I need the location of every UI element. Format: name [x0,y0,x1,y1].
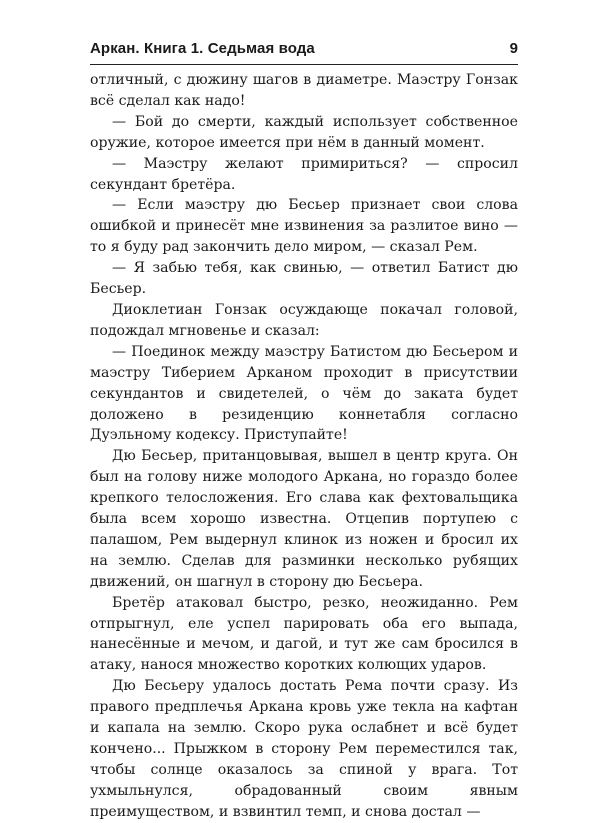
paragraph: — Маэстру желают примириться? — спросил секундант бретёра. [90,155,518,193]
running-title: Аркан. Книга 1. Седьмая вода [90,40,315,57]
paragraph: Дю Бесьер, пританцовывая, вышел в центр круга. Он был на голову ниже молодого Аркана, но гораздо более крепкого телосложения. Его слава как фехтовальщика была всем хорошо известна. Отцепив портупею с палашом, Рем выдернул клинок из ножен и бросил их на землю. Сделав для разминки несколько рубящих движений, он шагнул в сторону дю Бесьера. [90,448,518,590]
paragraph: — Я забью тебя, как свинью, — ответил Батист дю Бесьер. [90,260,518,298]
paragraph: — Бой до смерти, каждый использует собственное оружие, которое имеется при нём в данный момент. [90,113,518,151]
paragraph: — Поединок между маэстру Батистом дю Бесьером и маэстру Тиберием Арканом проходит в присутствии секундантов и свидетелей, о чём до заката будет доложено в резиденцию коннетабля согласно Дуэльному кодексу. Приступайте! [90,343,518,444]
page-number: 9 [509,40,518,57]
paragraph: — Если маэстру дю Бесьер признает свои слова ошибкой и принесёт мне извинения за разлитое вино — то я буду рад закончить дело миром, — сказал Рем. [90,197,518,256]
paragraph: Бретёр атаковал быстро, резко, неожиданно. Рем отпрыгнул, еле успел парировать оба его выпада, нанесённые и мечом, и дагой, и тут же сам бросился в атаку, нанося множество коротких колющих ударов. [90,594,518,674]
paragraph: Диоклетиан Гонзак осуждающе покачал головой, подождал мгновенье и сказал: [90,301,518,339]
paragraph: Дю Бесьеру удалось достать Рема почти сразу. Из правого предплечья Аркана кровь уже текла на кафтан и капала на землю. Скоро рука ослабнет и всё будет кончено... Прыжком в сторону Рем переместился так, чтобы солнце оказалось за спиной у врага. Тот ухмыльнулся, обрадованный своим явным преимуществом, и взвинтил темп, и снова достал — [90,678,518,820]
paragraph: отличный, с дюжину шагов в диаметре. Маэстру Гонзак всё сделал как надо! [90,72,518,109]
body-text [90,70,518,823]
running-head [90,38,518,65]
